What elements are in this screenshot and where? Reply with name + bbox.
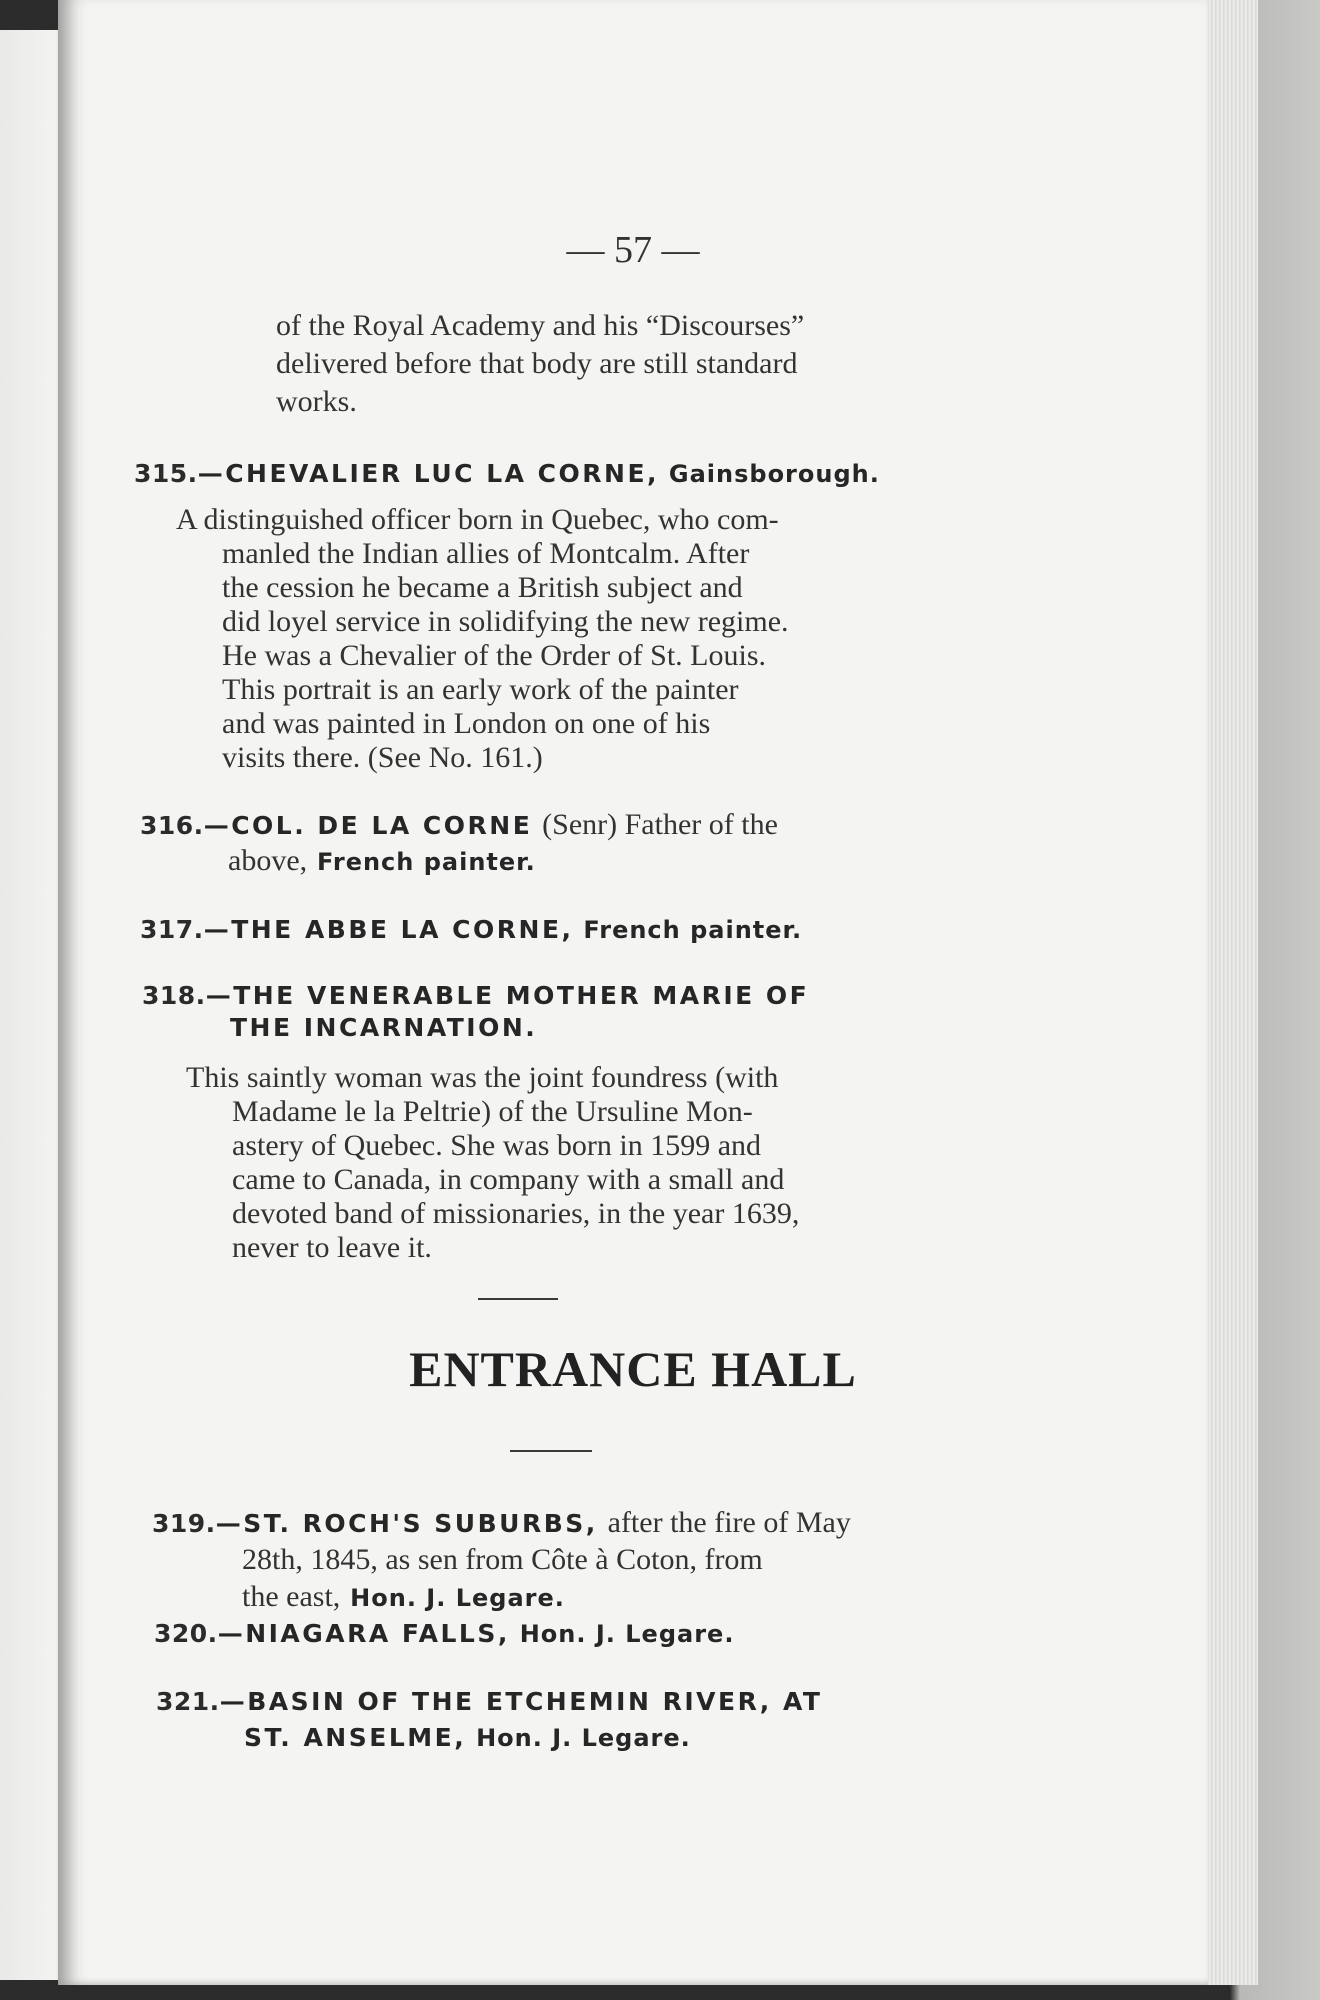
entry-number: 320.: [154, 1619, 218, 1648]
entry-318-desc-2: Madame le la Peltrie) of the Ursuline Mon-: [232, 1095, 753, 1128]
entry-317-heading: [140, 910, 802, 948]
intro-line-3: works.: [276, 385, 357, 418]
entry-318-desc-1: This saintly woman was the joint foundress (with: [186, 1061, 779, 1094]
entry-318-desc-5: devoted band of missionaries, in the year 1639,: [232, 1197, 800, 1230]
entry-315-desc-8: visits there. (See No. 161.): [222, 741, 543, 774]
entry-315-desc-6: This portrait is an early work of the painter: [222, 673, 739, 706]
entry-note: (Senr) Father of the: [542, 808, 778, 841]
entry-316-line-2: [228, 842, 536, 880]
entry-number: 319.: [152, 1509, 216, 1538]
entry-number: 321.: [156, 1687, 220, 1716]
entry-318-desc-6: never to leave it.: [232, 1231, 432, 1264]
intro-line-1: of the Royal Academy and his “Discourses”: [276, 309, 805, 342]
entry-315-desc-4: did loyel service in solidifying the new regime.: [222, 605, 789, 638]
entry-number: 315.: [134, 459, 198, 488]
entry-319-line-3: [242, 1578, 565, 1616]
entry-title: —BASIN OF THE ETCHEMIN RIVER, AT: [219, 1687, 823, 1716]
entry-note-cont: the east,: [242, 1580, 341, 1613]
page-number: — 57 —: [566, 229, 700, 271]
entry-number: 318.: [142, 981, 206, 1010]
section-title: ENTRANCE HALL: [409, 1341, 857, 1397]
entry-title-cont: ST. ANSELME,: [244, 1723, 467, 1752]
entry-319-heading: [152, 1504, 851, 1542]
entry-318-desc-3: astery of Quebec. She was born in 1599 and: [232, 1129, 762, 1162]
entry-title: —COL. DE LA CORNE: [203, 811, 533, 840]
entry-number: 316.: [140, 811, 204, 840]
entry-321-line-2: [244, 1718, 691, 1756]
entry-attribution: Gainsborough.: [668, 460, 880, 488]
intro-line-2: delivered before that body are still standard: [276, 347, 798, 380]
entry-320-heading: [154, 1614, 734, 1652]
entry-319-line-2: 28th, 1845, as sen from Côte à Coton, from: [242, 1543, 763, 1576]
entry-attribution: Hon. J. Legare.: [350, 1584, 565, 1612]
entry-315-desc-1: A distinguished officer born in Quebec, who com-: [176, 503, 779, 536]
entry-315-desc-3: the cession he became a British subject and: [222, 571, 743, 604]
entry-315-desc-5: He was a Chevalier of the Order of St. Louis.: [222, 639, 767, 672]
entry-note-cont: above,: [228, 844, 308, 877]
book-page: [58, 0, 1208, 1985]
entry-title: —THE VENERABLE MOTHER MARIE OF: [205, 981, 810, 1010]
entry-321-heading: [156, 1682, 822, 1720]
entry-315-desc-7: and was painted in London on one of his: [222, 707, 711, 740]
divider-rule: [478, 1298, 558, 1300]
entry-318-desc-4: came to Canada, in company with a small and: [232, 1163, 785, 1196]
entry-318-heading: [142, 976, 809, 1014]
entry-note: after the fire of May: [607, 1506, 851, 1539]
entry-attribution: French painter.: [583, 916, 803, 944]
entry-number: 317.: [140, 915, 204, 944]
entry-318-heading-line-2: THE INCARNATION.: [230, 1013, 538, 1042]
entry-315-desc-2: manled the Indian allies of Montcalm. After: [222, 537, 750, 570]
entry-title: —ST. ROCH'S SUBURBS,: [215, 1509, 598, 1538]
entry-attribution: Hon. J. Legare.: [476, 1724, 691, 1752]
entry-attribution: French painter.: [317, 848, 536, 876]
entry-316-heading: [140, 806, 778, 844]
entry-title: —CHEVALIER LUC LA CORNE,: [197, 459, 660, 488]
entry-title: —NIAGARA FALLS,: [217, 1619, 510, 1648]
divider-rule: [510, 1450, 592, 1452]
entry-315-heading: [134, 454, 880, 492]
entry-title: —THE ABBE LA CORNE,: [203, 915, 574, 944]
entry-attribution: Hon. J. Legare.: [519, 1620, 735, 1648]
